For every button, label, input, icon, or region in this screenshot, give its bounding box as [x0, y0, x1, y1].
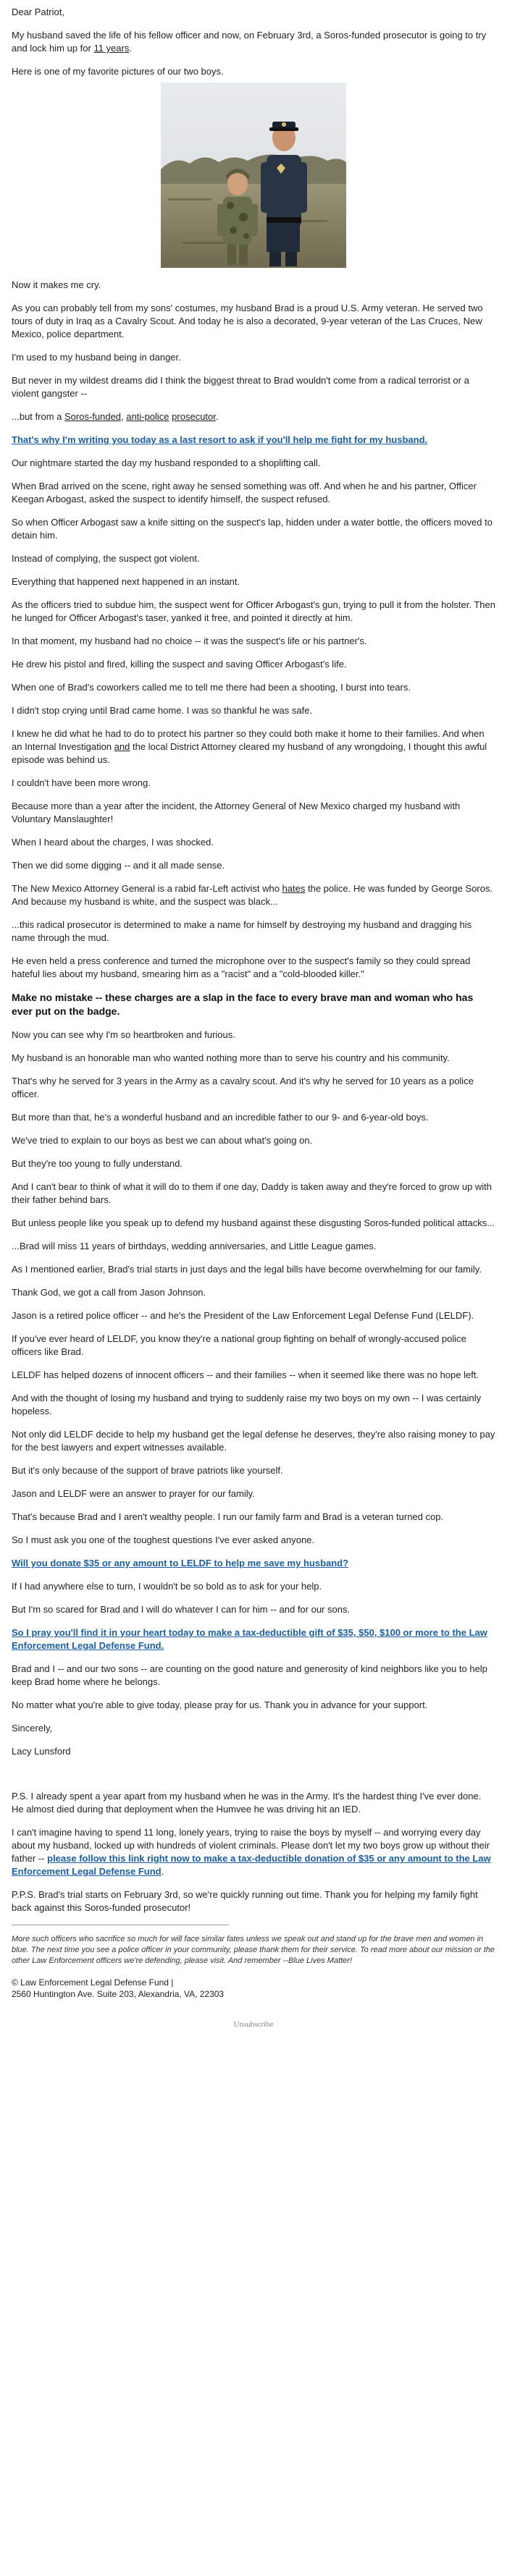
paragraph: Now you can see why I'm so heartbroken and furious.	[12, 1029, 235, 1040]
paragraph: LELDF has helped dozens of innocent officers -- and their families -- when it seemed like there was no hope left.	[12, 1369, 479, 1380]
postscript-3: P.P.S. Brad's trial starts on February 3rd, so we're quickly running out time. Thank you for helping my family fight back against this Soros-funded prosecutor!	[12, 1889, 478, 1913]
paragraph: Brad and I -- and our two sons -- are counting on the good nature and generosity of kind neighbors like you to help keep Brad home where he belongs.	[12, 1663, 487, 1687]
org-name: © Law Enforcement Legal Defense Fund |	[12, 1977, 174, 1988]
footer-message: More such officers who sacrifice so much for will face similar fates unless we speak out and stand up for the brave men and women in blue. The next time you see a police officer in your community, please thank them for their service. To read more about our mission or the other Law Enforcement officers we're defending, please visit. And remember --Blue Lives Matter!	[12, 1935, 495, 1965]
paragraph: When I heard about the charges, I was shocked.	[12, 837, 214, 848]
postscript-2	[12, 1826, 495, 1878]
paragraph: As I mentioned earlier, Brad's trial starts in just days and the legal bills have become overwhelming for our family.	[12, 1264, 482, 1275]
paragraph: So when Officer Arbogast saw a knife sitting on the suspect's lap, hidden under a water bottle, the officers moved to detain him.	[12, 517, 493, 541]
paragraph: I'm used to my husband being in danger.	[12, 352, 181, 363]
spacer	[12, 1768, 495, 1790]
paragraph	[12, 882, 495, 908]
donate-link-4[interactable]: please follow this link right now to make a tax-deductible donation of $35 or any amount to the Law Enforcement Legal Defense Fund	[12, 1853, 491, 1877]
boys-photo	[161, 83, 346, 268]
paragraph: Jason is a retired police officer -- and he's the President of the Law Enforcement Legal Defense Fund (LELDF).	[12, 1310, 474, 1321]
intro-paragraph	[12, 29, 495, 55]
underlined-text: 11 years	[93, 43, 130, 54]
text: ...but from a	[12, 411, 64, 422]
text: .	[215, 411, 219, 422]
closing: Sincerely,	[12, 1723, 53, 1733]
underlined-text: hates	[282, 883, 306, 894]
text: .	[129, 43, 132, 54]
paragraph: I didn't stop crying until Brad came home. I was so thankful he was safe.	[12, 705, 313, 716]
paragraph: That's because Brad and I aren't wealthy people. I run our family farm and Brad is a veteran turned cop.	[12, 1511, 444, 1522]
paragraph: Then we did some digging -- and it all made sense.	[12, 860, 225, 871]
paragraph: But it's only because of the support of brave patriots like yourself.	[12, 1465, 283, 1476]
link-paragraph	[12, 1626, 495, 1652]
paragraph: When Brad arrived on the scene, right away he sensed something was off. And when he and his partner, Officer Keegan Arbogast, asked the suspect to identify himself, the suspect refused.	[12, 481, 477, 504]
photo-container	[12, 83, 495, 271]
footer-address	[12, 1977, 495, 2000]
paragraph	[12, 410, 495, 423]
text: I knew he did what he had to do to protect his partner so they could both make it home to their families. And when an Internal Investigation	[12, 728, 485, 752]
paragraph: And with the thought of losing my husband and trying to suddenly raise my two boys on my own -- I was certainly hopeless.	[12, 1393, 482, 1416]
unsubscribe-container	[12, 2017, 495, 2031]
paragraph: If you've ever heard of LELDF, you know they're a national group fighting on behalf of wrongly-accused police officers like Brad.	[12, 1333, 466, 1357]
paragraph: But they're too young to fully understand.	[12, 1158, 183, 1169]
link-paragraph	[12, 1557, 495, 1570]
donate-link-1[interactable]: That's why I'm writing you today as a last resort to ask if you'll help me fight for my husband.	[12, 434, 428, 445]
paragraph: Not only did LELDF decide to help my husband get the legal defense he deserves, they're also raising money to pay for the best lawyers and expert witnesses available.	[12, 1429, 495, 1453]
postscript-1: P.S. I already spent a year apart from my husband when he was in the Army. It's the hardest thing I've ever done. He almost died during that deployment when the Humvee he was driving hit an IED.	[12, 1791, 482, 1815]
donate-link-2[interactable]: Will you donate $35 or any amount to LELDF to help me save my husband?	[12, 1558, 349, 1568]
paragraph: Now it makes me cry.	[12, 279, 101, 290]
text: the local District Attorney cleared my husband of any wrongdoing, I thought this awful episode was behind us.	[12, 741, 487, 765]
paragraph: No matter what you're able to give today, please pray for us. Thank you in advance for your support.	[12, 1699, 428, 1710]
link-paragraph	[12, 434, 495, 447]
paragraph: ...Brad will miss 11 years of birthdays, wedding anniversaries, and Little League games.	[12, 1241, 377, 1251]
unsubscribe-link[interactable]: Unsubscribe	[233, 2020, 274, 2029]
bold-statement: Make no mistake -- these charges are a slap in the face to every brave man and woman who has ever put on the badge.	[12, 992, 474, 1017]
underlined-text: anti-police	[126, 411, 169, 422]
paragraph: Thank God, we got a call from Jason Johnson.	[12, 1287, 206, 1298]
paragraph: Everything that happened next happened in an instant.	[12, 576, 240, 587]
paragraph: Our nightmare started the day my husband responded to a shoplifting call.	[12, 457, 321, 468]
paragraph: He even held a press conference and turned the microphone over to the suspect's family so they could spread hateful lies about my husband, smearing him as a "racist" and a "cold-blooded killer."	[12, 955, 471, 979]
paragraph: When one of Brad's coworkers called me to tell me there had been a shooting, I burst into tears.	[12, 682, 411, 693]
org-address: 2560 Huntington Ave. Suite 203, Alexandria, VA, 22303	[12, 1989, 225, 1999]
greeting: Dear Patriot,	[12, 7, 64, 17]
donate-link-3[interactable]: So I pray you'll find it in your heart today to make a tax-deductible gift of $35, $50, $100 or more to the Law Enforcement Legal Defense Fund.	[12, 1627, 487, 1651]
paragraph: As the officers tried to subdue him, the suspect went for Officer Arbogast's gun, trying to pull it from the holster. Then he lunged for Officer Arbogast's taser, yanked it free, and pointed it directly at him.	[12, 599, 495, 623]
text: My husband saved the life of his fellow officer and now, on February 3rd, a Soros-funded prosecutor is going to try and lock him up for	[12, 30, 487, 54]
text: ,	[121, 411, 127, 422]
paragraph: So I must ask you one of the toughest questions I've ever asked anyone.	[12, 1534, 315, 1545]
paragraph: But more than that, he's a wonderful husband and an incredible father to our 9- and 6-year-old boys.	[12, 1112, 429, 1123]
paragraph: I couldn't have been more wrong.	[12, 777, 151, 788]
paragraph: ...this radical prosecutor is determined to make a name for himself by destroying my husband and dragging his name through the mud.	[12, 919, 472, 943]
underlined-text: Soros-funded	[64, 411, 122, 422]
photo-intro: Here is one of my favorite pictures of our two boys.	[12, 66, 224, 77]
text: I can't imagine having to spend 11 long, lonely years, trying to raise the boys by myself -- and worrying every day about my husband, locked up with hundreds of violent criminals. Please don't let my two boys grow up without their father --	[12, 1827, 490, 1864]
underlined-text: and	[114, 741, 130, 752]
paragraph: But never in my wildest dreams did I think the biggest threat to Brad wouldn't come from a radical terrorist or a violent gangster --	[12, 375, 469, 399]
signature: Lacy Lunsford	[12, 1746, 71, 1757]
paragraph: As you can probably tell from my sons' costumes, my husband Brad is a proud U.S. Army veteran. He served two tours of duty in Iraq as a Cavalry Scout. And today he is also a decorated, 9-year veteran of the Las Cruces, New Mexico, police department.	[12, 303, 483, 339]
paragraph: But unless people like you speak up to defend my husband against these disgusting Soros-funded political attacks...	[12, 1217, 495, 1228]
text: the police. He was funded by George Soros. And because my husband is white, and the suspect was black...	[12, 883, 493, 907]
paragraph: Instead of complying, the suspect got violent.	[12, 553, 200, 564]
paragraph: In that moment, my husband had no choice -- it was the suspect's life or his partner's.	[12, 635, 367, 646]
text: The New Mexico Attorney General is a rabid far-Left activist who	[12, 883, 282, 894]
paragraph: That's why he served for 3 years in the Army as a cavalry scout. And it's why he served for 10 years as a police officer.	[12, 1076, 474, 1099]
paragraph: My husband is an honorable man who wanted nothing more than to serve his country and his community.	[12, 1052, 450, 1063]
paragraph	[12, 727, 495, 767]
paragraph: We've tried to explain to our boys as best we can about what's going on.	[12, 1135, 313, 1146]
paragraph: But I'm so scared for Brad and I will do whatever I can for him -- and for our sons.	[12, 1604, 351, 1615]
underlined-text: prosecutor	[172, 411, 216, 422]
paragraph: Jason and LELDF were an answer to prayer for our family.	[12, 1488, 255, 1499]
text: .	[161, 1866, 164, 1877]
paragraph: Because more than a year after the incident, the Attorney General of New Mexico charged my husband with Voluntary Manslaughter!	[12, 801, 461, 824]
paragraph: And I can't bear to think of what it will do to them if one day, Daddy is taken away and they're forced to grow up with their father behind bars.	[12, 1181, 493, 1205]
paragraph: If I had anywhere else to turn, I wouldn't be so bold as to ask for your help.	[12, 1581, 322, 1592]
paragraph: He drew his pistol and fired, killing the suspect and saving Officer Arbogast's life.	[12, 659, 347, 670]
